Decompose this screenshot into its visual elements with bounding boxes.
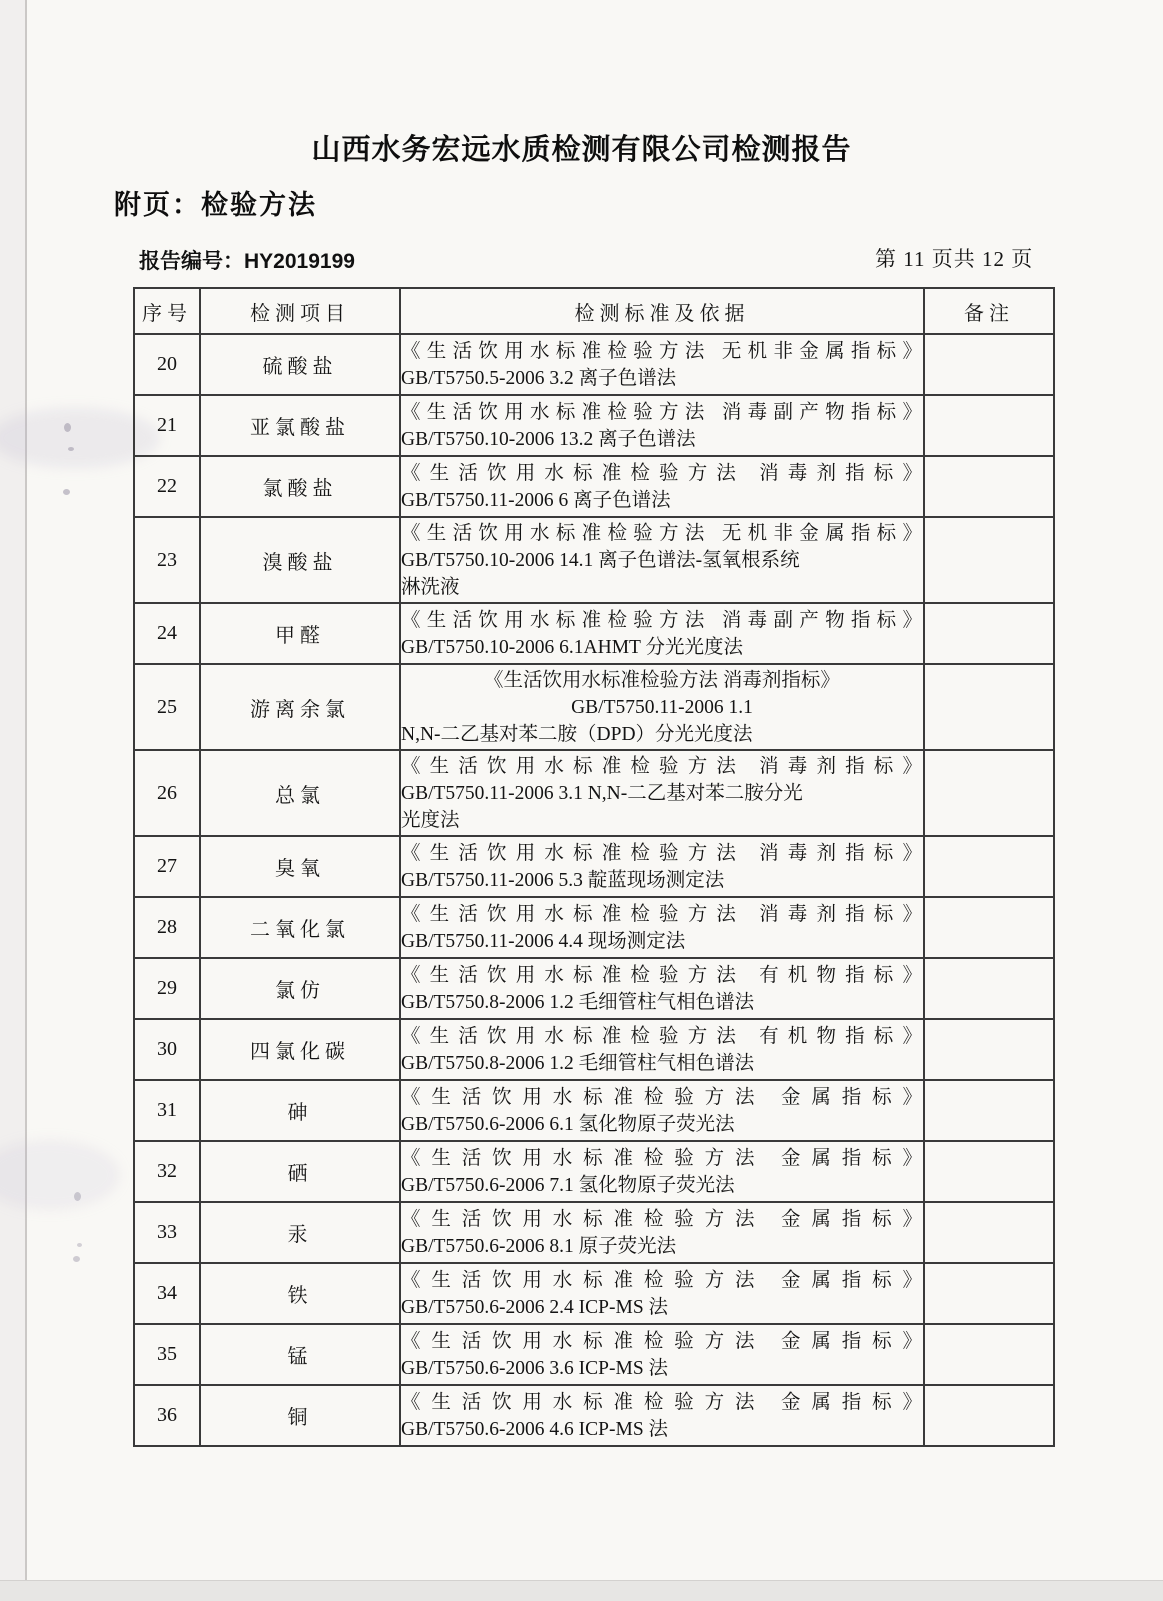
document-title: 山西水务宏远水质检测有限公司检测报告 [311,134,852,166]
cell-item: 汞 [200,1202,400,1263]
table-row [134,1080,1054,1141]
scan-speck [77,1243,82,1247]
cell-standard [400,456,924,517]
cell-standard [400,334,924,395]
standard-line: GB/T5750.10-2006 13.2 离子色谱法 [401,428,696,450]
standard-line: GB/T5750.5-2006 3.2 离子色谱法 [401,367,677,389]
scanner-left-margin [0,0,25,1580]
paper-left-edge [25,0,27,1580]
cell-standard [400,958,924,1019]
standard-line: GB/T5750.10-2006 6.1AHMT 分光光度法 [401,636,743,658]
cell-seq: 28 [134,897,200,958]
scanner-bottom-margin [0,1580,1163,1601]
cell-seq: 35 [134,1324,200,1385]
cell-standard [400,395,924,456]
table-row [134,1019,1054,1080]
column-header-remark: 备注 [924,288,1054,334]
cell-remark [924,664,1054,750]
standard-line: 《生活饮用水标准检验方法 消毒剂指标》 [401,842,923,864]
standard-line: 《生活饮用水标准检验方法 有机物指标》 [401,964,923,986]
cell-item: 锰 [200,1324,400,1385]
test-methods-table [133,287,1055,1447]
table-row [134,1324,1054,1385]
cell-remark [924,1263,1054,1324]
cell-item: 游离余氯 [200,664,400,750]
cell-item: 甲醛 [200,603,400,664]
cell-remark [924,395,1054,456]
report-number-value: HY2019199 [244,250,355,273]
cell-remark [924,897,1054,958]
cell-seq: 24 [134,603,200,664]
cell-standard [400,750,924,836]
standard-line: 《生活饮用水标准检验方法 消毒剂指标》 [401,462,923,484]
column-header-standard: 检测标准及依据 [400,288,924,334]
standard-line: GB/T5750.6-2006 2.4 ICP-MS 法 [401,1296,669,1318]
cell-standard [400,836,924,897]
cell-seq: 30 [134,1019,200,1080]
cell-remark [924,603,1054,664]
cell-remark [924,334,1054,395]
scan-speck [73,1256,80,1262]
cell-seq: 31 [134,1080,200,1141]
column-header-seq: 序号 [134,288,200,334]
appendix-heading: 附页：检验方法 [114,190,317,220]
cell-item: 铜 [200,1385,400,1446]
cell-remark [924,836,1054,897]
report-number-label: 报告编号： [139,250,244,273]
standard-line: GB/T5750.10-2006 14.1 离子色谱法-氢氧根系统 [401,549,800,571]
table-row [134,1202,1054,1263]
standard-line: 淋洗液 [401,576,460,598]
cell-item: 总氯 [200,750,400,836]
cell-remark [924,958,1054,1019]
cell-item: 硫酸盐 [200,334,400,395]
report-number [139,245,355,275]
table-row [134,1385,1054,1446]
cell-remark [924,456,1054,517]
standard-line: GB/T5750.11-2006 6 离子色谱法 [401,489,671,511]
cell-seq: 29 [134,958,200,1019]
cell-seq: 33 [134,1202,200,1263]
standard-line: 《生活饮用水标准检验方法 无机非金属指标》 [401,522,923,544]
cell-remark [924,1019,1054,1080]
table-row [134,958,1054,1019]
standard-line: 《生活饮用水标准检验方法 金属指标》 [401,1269,923,1291]
standard-line: GB/T5750.8-2006 1.2 毛细管柱气相色谱法 [401,991,755,1013]
standard-line: GB/T5750.6-2006 3.6 ICP-MS 法 [401,1357,669,1379]
table-row [134,603,1054,664]
standard-line: 《生活饮用水标准检验方法 金属指标》 [401,1208,923,1230]
cell-item: 亚氯酸盐 [200,395,400,456]
cell-seq: 32 [134,1141,200,1202]
table-row [134,750,1054,836]
cell-remark [924,517,1054,603]
standard-line: 《生活饮用水标准检验方法 无机非金属指标》 [401,340,923,362]
cell-seq: 36 [134,1385,200,1446]
cell-remark [924,1202,1054,1263]
cell-standard [400,1019,924,1080]
cell-remark [924,1324,1054,1385]
standard-line: GB/T5750.6-2006 8.1 原子荧光法 [401,1235,677,1257]
standard-line: GB/T5750.6-2006 7.1 氢化物原子荧光法 [401,1174,735,1196]
cell-item: 溴酸盐 [200,517,400,603]
cell-item: 二氧化氯 [200,897,400,958]
cell-seq: 20 [134,334,200,395]
cell-remark [924,750,1054,836]
cell-standard [400,1141,924,1202]
page-indicator: 第 11 页共 12 页 [875,247,1034,271]
scan-speck [74,1192,81,1201]
table-row [134,517,1054,603]
cell-remark [924,1385,1054,1446]
cell-standard [400,517,924,603]
table-row [134,664,1054,750]
standard-line: GB/T5750.11-2006 3.1 N,N-二乙基对苯二胺分光 [401,782,803,804]
standard-line: 《生活饮用水标准检验方法 消毒副产物指标》 [401,609,923,631]
cell-seq: 23 [134,517,200,603]
standard-line: 《生活饮用水标准检验方法 金属指标》 [401,1330,923,1352]
table-body [134,334,1054,1446]
cell-seq: 26 [134,750,200,836]
standard-line: 《生活饮用水标准检验方法 消毒剂指标》 [401,755,923,777]
table-row [134,395,1054,456]
cell-seq: 25 [134,664,200,750]
table-row [134,836,1054,897]
cell-remark [924,1080,1054,1141]
cell-standard [400,1324,924,1385]
table-row [134,1263,1054,1324]
cell-item: 硒 [200,1141,400,1202]
table-row [134,456,1054,517]
standard-line: 《生活饮用水标准检验方法 金属指标》 [401,1086,923,1108]
standard-line: GB/T5750.11-2006 4.4 现场测定法 [401,930,686,952]
standard-line: GB/T5750.6-2006 4.6 ICP-MS 法 [401,1418,669,1440]
cell-standard [400,1080,924,1141]
table-row [134,897,1054,958]
scan-speck [63,489,70,495]
column-header-item: 检测项目 [200,288,400,334]
cell-standard [400,664,924,750]
cell-standard [400,1385,924,1446]
standard-line: GB/T5750.11-2006 5.3 靛蓝现场测定法 [401,869,725,891]
cell-item: 氯酸盐 [200,456,400,517]
standard-line: 《生活饮用水标准检验方法 有机物指标》 [401,1025,923,1047]
cell-remark [924,1141,1054,1202]
standard-line: 《生活饮用水标准检验方法 消毒副产物指标》 [401,401,923,423]
cell-item: 四氯化碳 [200,1019,400,1080]
standard-line: 《生活饮用水标准检验方法 消毒剂指标》 [401,903,923,925]
table-row [134,1141,1054,1202]
standard-line: GB/T5750.8-2006 1.2 毛细管柱气相色谱法 [401,1052,755,1074]
cell-item: 臭氧 [200,836,400,897]
cell-seq: 22 [134,456,200,517]
standard-line: 光度法 [401,809,460,831]
cell-seq: 21 [134,395,200,456]
standard-line: 《生活饮用水标准检验方法 金属指标》 [401,1147,923,1169]
cell-item: 氯仿 [200,958,400,1019]
scan-speck [64,423,71,432]
table-row [134,334,1054,395]
cell-standard [400,1263,924,1324]
table-header-row [134,288,1054,334]
standard-line: 《生活饮用水标准检验方法 金属指标》 [401,1391,923,1413]
cell-standard [400,603,924,664]
standard-line: 《生活饮用水标准检验方法 消毒剂指标》 [484,669,840,691]
cell-item: 砷 [200,1080,400,1141]
cell-standard [400,1202,924,1263]
standard-line: GB/T5750.11-2006 1.1 [571,696,753,718]
standard-line: GB/T5750.6-2006 6.1 氢化物原子荧光法 [401,1113,735,1135]
cell-item: 铁 [200,1263,400,1324]
standard-line: N,N-二乙基对苯二胺（DPD）分光光度法 [401,723,753,745]
cell-seq: 34 [134,1263,200,1324]
cell-standard [400,897,924,958]
cell-seq: 27 [134,836,200,897]
scan-speck [68,447,74,451]
